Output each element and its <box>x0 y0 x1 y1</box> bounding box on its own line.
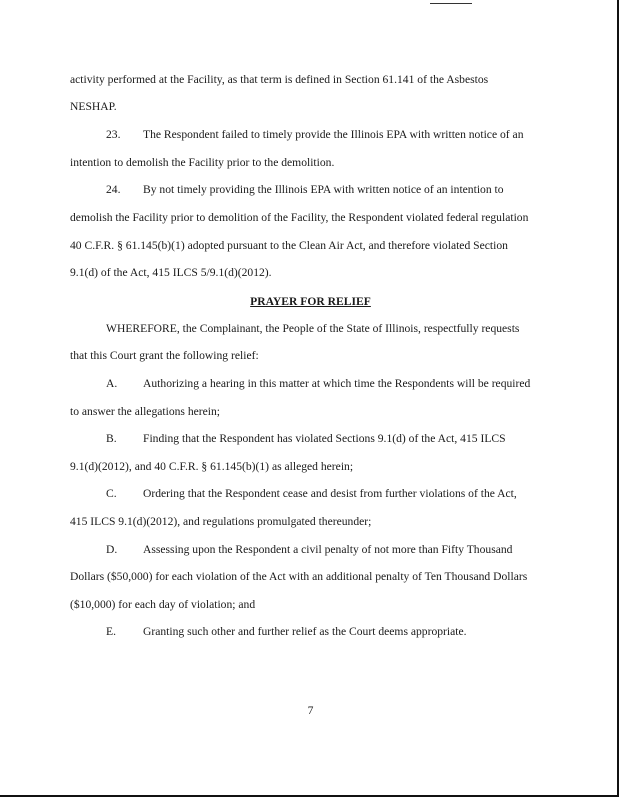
item-letter: C. <box>106 487 117 500</box>
text-line: Authorizing a hearing in this matter at which time the Respondents will be required <box>143 377 531 390</box>
page-number: 7 <box>307 704 314 717</box>
paragraph-number: 24. <box>106 183 121 196</box>
text-line: to answer the allegations herein; <box>70 405 221 418</box>
item-letter: A. <box>106 377 118 390</box>
text-line: Finding that the Respondent has violated Sections 9.1(d) of the Act, 415 ILCS <box>143 432 506 445</box>
item-letter: D. <box>106 543 118 556</box>
text-line: activity performed at the Facility, as that term is defined in Section 61.141 of the Asbestos <box>70 73 489 86</box>
text-line: that this Court grant the following relief: <box>70 349 259 362</box>
text-line: ($10,000) for each day of violation; and <box>70 598 256 611</box>
item-letter: B. <box>106 432 117 445</box>
scan-mark <box>430 3 472 4</box>
text-line: demolish the Facility prior to demolition of the Facility, the Respondent violated federal regulation <box>70 211 529 224</box>
text-line: By not timely providing the Illinois EPA with written notice of an intention to <box>143 183 504 196</box>
text-line: NESHAP. <box>70 100 117 113</box>
text-line: WHEREFORE, the Complainant, the People of the State of Illinois, respectfully requests <box>106 322 520 335</box>
text-line: 9.1(d) of the Act, 415 ILCS 5/9.1(d)(2012). <box>70 266 272 279</box>
paragraph-number: 23. <box>106 128 121 141</box>
text-line: 40 C.F.R. § 61.145(b)(1) adopted pursuant to the Clean Air Act, and therefore violated Section <box>70 239 508 252</box>
section-heading: PRAYER FOR RELIEF <box>250 295 371 308</box>
text-line: intention to demolish the Facility prior to the demolition. <box>70 156 335 169</box>
text-line: Dollars ($50,000) for each violation of the Act with an additional penalty of Ten Thousand Dollars <box>70 570 528 583</box>
text-line: The Respondent failed to timely provide the Illinois EPA with written notice of an <box>143 128 524 141</box>
text-line: Granting such other and further relief as the Court deems appropriate. <box>143 625 467 638</box>
text-line: 9.1(d)(2012), and 40 C.F.R. § 61.145(b)(1) as alleged herein; <box>70 460 354 473</box>
text-line: 415 ILCS 9.1(d)(2012), and regulations promulgated thereunder; <box>70 515 372 528</box>
item-letter: E. <box>106 625 116 638</box>
text-line: Assessing upon the Respondent a civil penalty of not more than Fifty Thousand <box>143 543 513 556</box>
text-line: Ordering that the Respondent cease and desist from further violations of the Act, <box>143 487 517 500</box>
